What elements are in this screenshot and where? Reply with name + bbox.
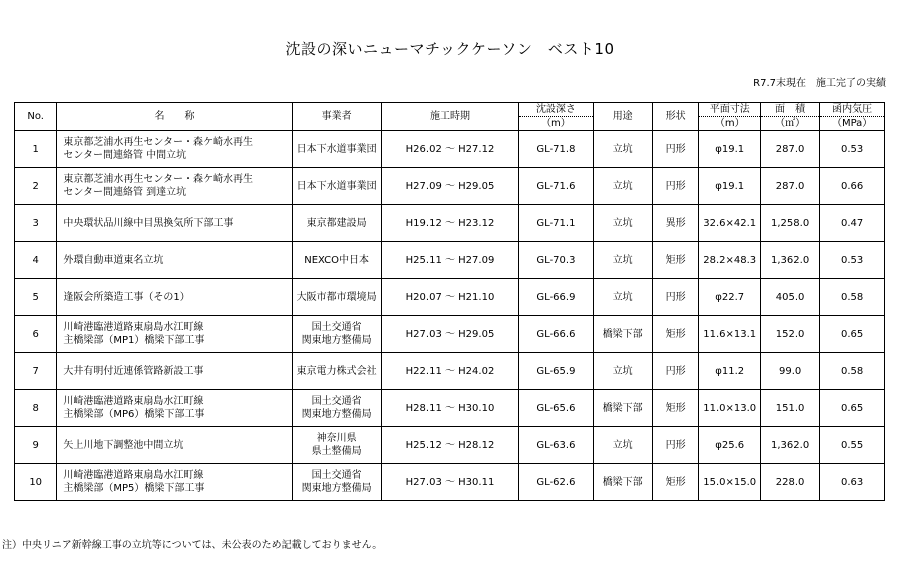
cell-use: 立坑 — [593, 427, 652, 464]
cell-name — [57, 353, 292, 390]
cell-shape: 円形 — [652, 168, 699, 205]
table-row — [15, 131, 885, 168]
cell-use: 橋梁下部 — [593, 464, 652, 501]
cell-name — [57, 242, 292, 279]
cell-no: 8 — [15, 390, 57, 427]
cell-owner — [292, 427, 381, 464]
cell-no: 3 — [15, 205, 57, 242]
cell-area: 1,362.0 — [760, 242, 819, 279]
cell-depth: GL-70.3 — [519, 242, 593, 279]
header-pressure-unit: （MPa） — [820, 117, 885, 131]
cell-pressure: 0.66 — [820, 168, 885, 205]
cell-area: 151.0 — [760, 390, 819, 427]
cell-owner — [292, 279, 381, 316]
cell-pressure: 0.65 — [820, 316, 885, 353]
cell-use: 立坑 — [593, 353, 652, 390]
cell-depth: GL-65.6 — [519, 390, 593, 427]
cell-dimension: 28.2×48.3 — [699, 242, 760, 279]
cell-shape: 矩形 — [652, 390, 699, 427]
header-no: No. — [15, 103, 57, 131]
cell-owner — [292, 205, 381, 242]
cell-no: 9 — [15, 427, 57, 464]
cell-dimension: φ19.1 — [699, 168, 760, 205]
cell-owner-line: 東京都建設局 — [306, 217, 367, 229]
cell-name — [57, 316, 292, 353]
cell-use: 橋梁下部 — [593, 390, 652, 427]
cell-period: H27.09 ～ H29.05 — [381, 168, 519, 205]
cell-name — [57, 205, 292, 242]
table-row — [15, 168, 885, 205]
cell-pressure: 0.58 — [820, 353, 885, 390]
header-name: 名 称 — [57, 103, 292, 131]
table-row — [15, 205, 885, 242]
table-row — [15, 279, 885, 316]
cell-name-line: センター間連絡管 到達立坑 — [63, 187, 187, 198]
cell-owner — [292, 353, 381, 390]
cell-shape: 矩形 — [652, 464, 699, 501]
cell-name — [57, 464, 292, 501]
cell-period: H22.11 ～ H24.02 — [381, 353, 519, 390]
cell-area: 405.0 — [760, 279, 819, 316]
cell-depth: GL-63.6 — [519, 427, 593, 464]
cell-owner-line: 県土整備局 — [311, 446, 362, 457]
cell-name — [57, 390, 292, 427]
cell-name-line: 川崎港臨港道路東扇島水江町線 — [63, 322, 204, 333]
cell-owner-line: 関東地方整備局 — [301, 483, 372, 494]
cell-pressure: 0.55 — [820, 427, 885, 464]
cell-depth: GL-62.6 — [519, 464, 593, 501]
cell-shape: 矩形 — [652, 242, 699, 279]
cell-name-line: 主橋梁部（MP6）橋梁下部工事 — [63, 409, 205, 420]
cell-shape: 異形 — [652, 205, 699, 242]
cell-area: 287.0 — [760, 131, 819, 168]
cell-no: 10 — [15, 464, 57, 501]
header-shape: 形状 — [652, 103, 699, 131]
header-period: 施工時期 — [381, 103, 519, 131]
cell-owner — [292, 168, 381, 205]
page-title: 沈設の深いニューマチックケーソン ベスト10 — [285, 40, 615, 58]
header-dimension: 平面寸法 — [699, 103, 760, 117]
cell-owner-line: 東京電力株式会社 — [296, 365, 377, 377]
cell-depth: GL-66.6 — [519, 316, 593, 353]
cell-name-line: 外環自動車道東名立坑 — [63, 254, 164, 266]
table-row — [15, 353, 885, 390]
cell-name-line: 主橋梁部（MP1）橋梁下部工事 — [63, 335, 205, 346]
cell-use: 立坑 — [593, 205, 652, 242]
cell-name — [57, 168, 292, 205]
cell-owner-line: 関東地方整備局 — [301, 335, 372, 346]
cell-use: 橋梁下部 — [593, 316, 652, 353]
cell-name-line: 中央環状品川線中目黒換気所下部工事 — [63, 217, 234, 229]
header-depth-unit: （m） — [519, 117, 593, 131]
cell-period: H25.11 ～ H27.09 — [381, 242, 519, 279]
cell-owner — [292, 242, 381, 279]
cell-period: H25.12 ～ H28.12 — [381, 427, 519, 464]
header-depth: 沈設深さ — [519, 103, 593, 117]
cell-owner-line: 日本下水道事業団 — [296, 143, 377, 155]
cell-pressure: 0.65 — [820, 390, 885, 427]
cell-no: 7 — [15, 353, 57, 390]
cell-owner — [292, 390, 381, 427]
cell-pressure: 0.53 — [820, 242, 885, 279]
cell-shape: 円形 — [652, 353, 699, 390]
cell-period: H20.07 ～ H21.10 — [381, 279, 519, 316]
cell-area: 1,362.0 — [760, 427, 819, 464]
cell-area: 228.0 — [760, 464, 819, 501]
cell-dimension: φ25.6 — [699, 427, 760, 464]
cell-shape: 円形 — [652, 427, 699, 464]
cell-owner-line: 日本下水道事業団 — [296, 180, 377, 192]
cell-no: 1 — [15, 131, 57, 168]
cell-name — [57, 427, 292, 464]
cell-dimension: 32.6×42.1 — [699, 205, 760, 242]
table-header — [15, 103, 885, 131]
header-area: 面 積 — [760, 103, 819, 117]
cell-owner-line: 国土交通省 — [311, 470, 362, 481]
cell-shape: 矩形 — [652, 316, 699, 353]
cell-owner — [292, 131, 381, 168]
cell-owner-line: 国土交通省 — [311, 396, 362, 407]
cell-no: 4 — [15, 242, 57, 279]
cell-depth: GL-71.6 — [519, 168, 593, 205]
cell-area: 1,258.0 — [760, 205, 819, 242]
cell-period: H19.12 ～ H23.12 — [381, 205, 519, 242]
as-of-note: R7.7末現在 施工完了の実績 — [753, 78, 886, 89]
cell-pressure: 0.53 — [820, 131, 885, 168]
cell-owner-line: 大阪市都市環境局 — [296, 291, 377, 303]
cell-no: 6 — [15, 316, 57, 353]
table-row — [15, 464, 885, 501]
table-row — [15, 427, 885, 464]
cell-name-line: 東京都芝浦水再生センター・森ケ崎水再生 — [63, 137, 253, 148]
cell-name-line: 主橋梁部（MP5）橋梁下部工事 — [63, 483, 205, 494]
cell-pressure: 0.47 — [820, 205, 885, 242]
cell-name — [57, 279, 292, 316]
table-row — [15, 242, 885, 279]
cell-period: H28.11 ～ H30.10 — [381, 390, 519, 427]
cell-use: 立坑 — [593, 242, 652, 279]
header-use: 用途 — [593, 103, 652, 131]
cell-use: 立坑 — [593, 279, 652, 316]
cell-no: 5 — [15, 279, 57, 316]
cell-owner — [292, 316, 381, 353]
cell-use: 立坑 — [593, 131, 652, 168]
cell-period: H27.03 ～ H29.05 — [381, 316, 519, 353]
cell-owner-line: 国土交通省 — [311, 322, 362, 333]
cell-depth: GL-71.8 — [519, 131, 593, 168]
cell-period: H26.02 ～ H27.12 — [381, 131, 519, 168]
cell-name-line: センター間連絡管 中間立坑 — [63, 150, 187, 161]
table-row — [15, 316, 885, 353]
cell-pressure: 0.58 — [820, 279, 885, 316]
cell-owner-line: 関東地方整備局 — [301, 409, 372, 420]
cell-name-line: 東京都芝浦水再生センター・森ケ崎水再生 — [63, 174, 253, 185]
cell-name — [57, 131, 292, 168]
cell-name-line: 川崎港臨港道路東扇島水江町線 — [63, 470, 204, 481]
cell-area: 287.0 — [760, 168, 819, 205]
cell-area: 152.0 — [760, 316, 819, 353]
ranking-table — [14, 102, 885, 501]
cell-owner-line: 神奈川県 — [316, 433, 357, 444]
table-body — [15, 131, 885, 501]
cell-depth: GL-71.1 — [519, 205, 593, 242]
cell-name-line: 大井有明付近連係管路新設工事 — [63, 365, 204, 377]
header-owner: 事業者 — [292, 103, 381, 131]
header-pressure: 函内気圧 — [820, 103, 885, 117]
cell-period: H27.03 ～ H30.11 — [381, 464, 519, 501]
cell-depth: GL-66.9 — [519, 279, 593, 316]
cell-depth: GL-65.9 — [519, 353, 593, 390]
cell-owner — [292, 464, 381, 501]
cell-dimension: 15.0×15.0 — [699, 464, 760, 501]
table-row — [15, 390, 885, 427]
cell-name-line: 矢上川地下調整池中間立坑 — [63, 439, 184, 451]
cell-area: 99.0 — [760, 353, 819, 390]
cell-dimension: φ19.1 — [699, 131, 760, 168]
cell-shape: 円形 — [652, 131, 699, 168]
header-area-unit: （㎡） — [760, 117, 819, 131]
cell-owner-line: NEXCO中日本 — [304, 254, 369, 266]
cell-dimension: 11.0×13.0 — [699, 390, 760, 427]
cell-pressure: 0.63 — [820, 464, 885, 501]
cell-no: 2 — [15, 168, 57, 205]
cell-name-line: 川崎港臨港道路東扇島水江町線 — [63, 396, 204, 407]
cell-dimension: 11.6×13.1 — [699, 316, 760, 353]
footnote: 注）中央リニア新幹線工事の立坑等については、未公表のため記載しておりません。 — [2, 540, 383, 551]
cell-dimension: φ22.7 — [699, 279, 760, 316]
cell-shape: 円形 — [652, 279, 699, 316]
header-dimension-unit: （m） — [699, 117, 760, 131]
cell-dimension: φ11.2 — [699, 353, 760, 390]
cell-name-line: 逢阪会所築造工事（その1） — [63, 291, 190, 303]
cell-use: 立坑 — [593, 168, 652, 205]
